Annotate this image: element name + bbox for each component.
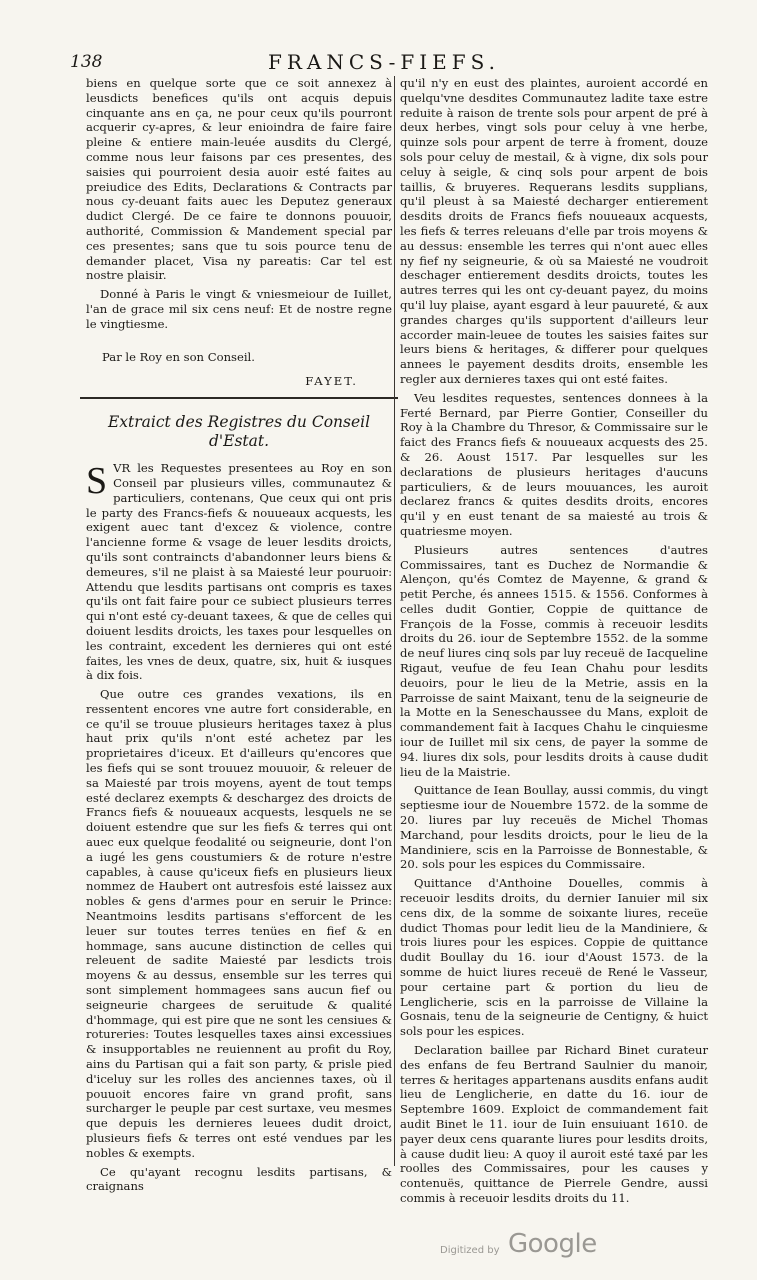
right-paragraph-2: Veu lesdites requestes, sentences donnees à la Ferté Bernard, par Pierre Gontier, Conseiller du Roy à la Chambre du Thresor, & Commissaire sur le faict des Francs fiefs & nouueaux acquests des 25. & 26. Aoust 1517. Par lesquelles sur les declarations de plusieurs heritages d'aucuns particuliers, & de leurs mouuances, les auroit declarez francs & quites desdits droits, encores qu'il y en eust tenant de sa maiesté au trois & quatriesme moyen. xyxy=(400,390,708,538)
drop-cap: S xyxy=(86,460,108,503)
right-paragraph-4: Quittance de Iean Boullay, aussi commis, du vingt septiesme iour de Nouembre 1572. de la somme de 20. liures par luy receuës de Michel Thomas Marchand, pour lesdits droicts, pour le lieu de la Mandiniere, scis en la Parroisse de Bonnestable, & 20. sols pour les espices du Commissaire. xyxy=(400,783,708,872)
by-the-king-line: Par le Roy en son Conseil. xyxy=(102,349,255,364)
google-logo: Google xyxy=(508,1229,597,1259)
page-number: 138 xyxy=(70,52,103,72)
right-paragraph-1: qu'il n'y en eust des plaintes, auroient accordé en quelqu'vne desdites Communautez ladite taxe estre reduite à raison de trente sols pour arpent de pré à deux herbes, vingt sols pour celuy à vne herbe, quinze sols pour arpent de terre à froment, douze sols pour celuy de mestail, & à vigne, dix sols pour celuy à seigle, & cinq sols pour arpent de bois taillis, & bruyeres. Requerans lesdits supplians, qu'il pleust à sa Maiesté decharger entierement desdits droits de Francs fiefs nouueaux acquests, les fiefs & terres releuans d'elle par trois moyens & au dessus: ensemble les terres qui n'ont auec elles ny fief ny seigneurie, & où sa Maiesté ne voudroit deschager entierement desdits droicts, toutes les autres terres qui les ont cy-deuant payez, du moins qu'il luy plaise, ayant esgard à leur pauureté, & aux grandes charges qu'ils supportent d'ailleurs leur accorder main-leuee de toutes les saisies faites sur leurs biens & heritages, & differer pour quelques annees le payement desdits droits, ensemble les regler aux dernieres taxes qui ont esté faites. xyxy=(400,76,708,386)
section-heading-line2: d'Estat. xyxy=(208,432,270,451)
signature: FAYET. xyxy=(305,374,358,389)
body-paragraph-2: Que outre ces grandes vexations, ils en ressentent encores vne autre fort considerable, en ce qu'il se trouue plusieurs heritages taxez à plus haut prix qu'ils n'ont esté achetez par les proprietaires d'iceux. Et d'ailleurs qu'encores que les fiefs qui se sont trouuez mouuoir, & releuer de sa Maiesté par trois moyens, ayent de tout temps esté declarez exempts & deschargez des droicts de Francs fiefs & nouueaux acquests, lesquels ne se doiuent estendre que sur les fiefs & terres qui ont auec eux quelque feodalité ou seigneurie, dont l'on a iugé les gens coustumiers & de roture n'estre capables, à cause qu'iceux fiefs en plusieurs lieux nommez de Haubert ont autresfois esté laissez aux nobles & gens d'armes pour en seruir le Prince: Neantmoins lesdits partisans s'efforcent de les leuer sur toutes terres tenües en fief & en hommage, sans aucune distinction de celles qui releuent de sadite Maiesté par lesdicts trois moyens & au dessus, ensemble sur les terres qui sont simplement hommagees sans aucun fief ou seigneurie chargees de seruitude & qualité d'hommage, qui est pire que ne sont les censiues & rotureries: Toutes lesquelles taxes ainsi excessiues & insupportables ne reuiennent au profit du Roy, ains du Partisan qui a fait son party, & prisle pied d'iceluy sur les rolles des anciennes taxes, où il pouuoit encores faire vn grand profit, sans surcharger le peuple par cest surtaxe, veu mesmes que depuis les dernieres leuees dudit droict, plusieurs fiefs & terres ont esté vendues par les nobles & exempts. xyxy=(86,687,392,1160)
digitized-watermark xyxy=(440,1229,640,1263)
column-divider xyxy=(394,76,395,1166)
left-column xyxy=(86,76,392,1198)
watermark-small-text: Digitized by xyxy=(440,1245,500,1256)
body-paragraph-1-text: VR les Requestes presentees au Roy en son Conseil par plusieurs villes, communautez & particuliers, contenans, Que ceux qui ont pris le party des Francs-fiefs & nouueaux acquests, les exigent auec tant d'excez & violence, contre l'ancienne forme & vsage de leuer lesdits droicts, qu'ils sont contraincts d'abandonner leurs biens & demeures, s'il ne plaist à sa Maiesté leur pouruoir: Attendu que lesdits partisans ont compris es taxes qu'ils ont fait faire pour ce subiect plusieurs terres qui n'ont esté cy-deuant taxees, & que de celles qui doiuent lesdits droicts, les taxes pour lesquelles on les contraint, excedent les dernieres qui ont esté faites, les vnes de deux, quatre, six, huit & iusques à dix fois. xyxy=(86,461,392,683)
section-heading xyxy=(86,413,392,451)
body-paragraph-1 xyxy=(86,461,392,683)
right-paragraph-5: Quittance d'Anthoine Douelles, commis à receuoir lesdits droits, du dernier Ianuier mil six cens dix, de la somme de soixante liures, receüe dudict Thomas pour ledit lieu de la Mandiniere, & trois liures pour les espices. Coppie de quittance dudit Boullay du 16. iour d'Aoust 1573. de la somme de huict liures receuë de René le Vasseur, pour certaine part & portion du lieu de Lenglicherie, scis en la parroisse de Villaine la Gosnais, tenu de la seigneurie de Centigny, & huict sols pour les espices. xyxy=(400,876,708,1039)
body-paragraph-3: Ce qu'ayant recognu lesdits partisans, & craignans xyxy=(86,1164,392,1194)
right-column xyxy=(400,76,708,1210)
opening-paragraph: biens en quelque sorte que ce soit annexez à leusdicts benefices qu'ils ont acquis depuis cinquante ans en ça, ne pour ceux qu'ils pourront acquerir cy-apres, & leur enioindra de faire faire pleine & entiere main-leuée ausdits du Clergé, comme nous leur faisons par ces presentes, des saisies qui pourroient desia auoir esté faites au preiudice des Edits, Declarations & Contracts par nous cy-deuant faits auec les Deputez generaux dudict Clergé. De ce faire te donnons pouuoir, authorité, Commission & Mandement special par ces presentes; sans que tu sois pource tenu de demander placet, Visa ny pareatis: Car tel est nostre plaisir. xyxy=(86,76,392,283)
right-paragraph-3: Plusieurs autres sentences d'autres Commissaires, tant es Duchez de Normandie & Alençon, qu'és Comtez de Mayenne, & grand & petit Perche, és annees 1515. & 1556. Conformes à celles dudit Gontier, Coppie de quittance de François de la Fosse, commis à receuoir lesdits droits du 26. iour de Septembre 1552. de la somme de neuf liures cinq sols par luy receuë de Iacqueline Rigaut, veufue de feu Iean Chahu pour lesdits deuoirs, pour le lieu de la Metrie, assis en la Parroisse de saint Maixant, tenu de la seigneurie de la Motte en la Seneschaussee du Mans, exploit de commandement fait à Iacques Chahu le cinquiesme iour de Iuillet mil six cens, de payer la somme de 94. liures dix sols, pour lesdits droits à cause dudit lieu de la Maistrie. xyxy=(400,542,708,779)
right-paragraph-6: Declaration baillee par Richard Binet curateur des enfans de feu Bertrand Saulnier du manoir, terres & heritages appartenans ausdits enfans audit lieu de Lenglicherie, en datte du 16. iour de Septembre 1609. Exploict de commandement fait audit Binet le 11. iour de Iuin ensuiuant 1610. de payer deux cens quarante liures pour lesdits droits, à cause dudit lieu: A quoy il auroit esté taxé par les roolles des Commissaires, pour les causes y contenuës, quittance de Pierrele Gendre, aussi commis à receuoir lesdits droits du 11. xyxy=(400,1043,708,1205)
section-heading-line1: Extraict des Registres du Conseil xyxy=(107,413,371,432)
running-title: FRANCS-FIEFS. xyxy=(268,50,500,74)
dated-paragraph: Donné à Paris le vingt & vniesmeiour de Iuillet, l'an de grace mil six cens neuf: Et de nostre regne le vingtiesme. xyxy=(86,287,392,331)
page-header xyxy=(70,52,710,76)
section-divider xyxy=(80,397,398,399)
